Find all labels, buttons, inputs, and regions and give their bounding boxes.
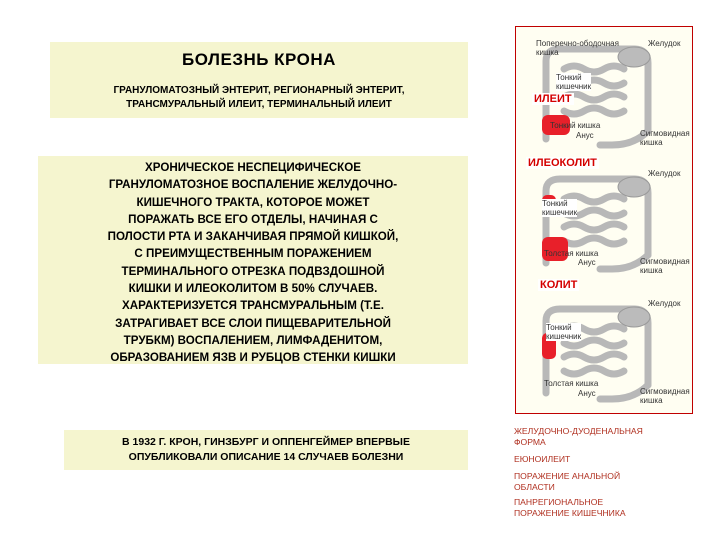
- label-stomach: Желудок: [648, 299, 681, 308]
- label-small-intestine: Тонкий кишечник: [542, 199, 578, 217]
- stomach-shape: [618, 307, 650, 327]
- colitis-label: КОЛИТ: [540, 279, 578, 291]
- title-box: [50, 42, 468, 118]
- description-box: ХРОНИЧЕСКОЕ НЕСПЕЦИФИЧЕСКОЕ ГРАНУЛОМАТОЗНОЕ ВОСПАЛЕНИЕ ЖЕЛУДОЧНО- КИШЕЧНОГО ТРАКТА, КОТОРОЕ МОЖЕТ ПОРАЖАТЬ ВСЕ ЕГО ОТДЕЛЫ, НАЧИНАЯ С ПОЛОСТИ РТА И ЗАКАНЧИВАЯ ПРЯМОЙ КИШКОЙ, С ПРЕИМУЩЕСТВЕННЫМ ПОРАЖЕНИЕМ ТЕРМИНАЛЬНОГО ОТРЕЗКА ПОДВЗДОШНОЙ КИШКИ И ИЛЕОКОЛИТОМ В 50% СЛУЧАЕВ. ХАРАКТЕРИЗУЕТСЯ ТРАНСМУРАЛЬНЫМ (Т.Е. ЗАТРАГИВАЕТ ВСЕ СЛОИ ПИЩЕВАРИТЕЛЬНОЙ ТРУБКМ) ВОСПАЛЕНИЕМ, ЛИМФАДЕНИТОМ, ОБРАЗОВАНИЕМ ЯЗВ И РУБЦОВ СТЕНКИ КИШКИ: [38, 156, 468, 364]
- stomach-shape: [618, 177, 650, 197]
- label-anus: Анус: [576, 131, 594, 140]
- ileitis-label: ИЛЕИТ: [534, 93, 572, 105]
- stomach-shape: [618, 47, 650, 67]
- label-anus: Анус: [578, 389, 596, 398]
- label-ileum: Тонкий кишка: [550, 121, 601, 130]
- label-transverse-colon: Поперечно-ободочная кишка: [536, 39, 619, 57]
- form-item: ПОРАЖЕНИЕ АНАЛЬНОЙ ОБЛАСТИ: [514, 471, 621, 492]
- form-item: ЕЮНОИЛЕИТ: [514, 454, 571, 464]
- label-stomach: Желудок: [648, 169, 681, 178]
- label-sigmoid: Сигмовидная кишка: [640, 129, 690, 147]
- label-sigmoid: Сигмовидная кишка: [640, 257, 690, 275]
- page-subtitle: ГРАНУЛОМАТОЗНЫЙ ЭНТЕРИТ, РЕГИОНАРНЫЙ ЭНТЕРИТ, ТРАНСМУРАЛЬНЫЙ ИЛЕИТ, ТЕРМИНАЛЬНЫЙ ИЛЕИТ: [113, 85, 405, 110]
- label-sigmoid: Сигмовидная кишка: [640, 387, 690, 405]
- form-item: ПАНРЕГИОНАЛЬНОЕ ПОРАЖЕНИЕ КИШЕЧНИКА: [514, 497, 626, 518]
- history-box: В 1932 Г. КРОН, ГИНЗБУРГ И ОППЕНГЕЙМЕР ВПЕРВЫЕ ОПУБЛИКОВАЛИ ОПИСАНИЕ 14 СЛУЧАЕВ БОЛЕЗНИ: [64, 430, 468, 470]
- diagrams-panel: [515, 26, 693, 414]
- label-colon: Толстая кишка: [544, 249, 599, 258]
- page-title: БОЛЕЗНЬ КРОНА: [182, 50, 336, 69]
- label-small-intestine: Тонкий кишечник: [556, 73, 592, 91]
- ileocolitis-label: ИЛЕОКОЛИТ: [528, 157, 597, 169]
- label-anus: Анус: [578, 258, 596, 267]
- label-colon: Толстая кишка: [544, 379, 599, 388]
- form-item: ЖЕЛУДОЧНО-ДУОДЕНАЛЬНАЯ ФОРМА: [514, 426, 643, 447]
- label-small-intestine: Тонкий кишечник: [546, 323, 582, 341]
- label-stomach: Желудок: [648, 39, 681, 48]
